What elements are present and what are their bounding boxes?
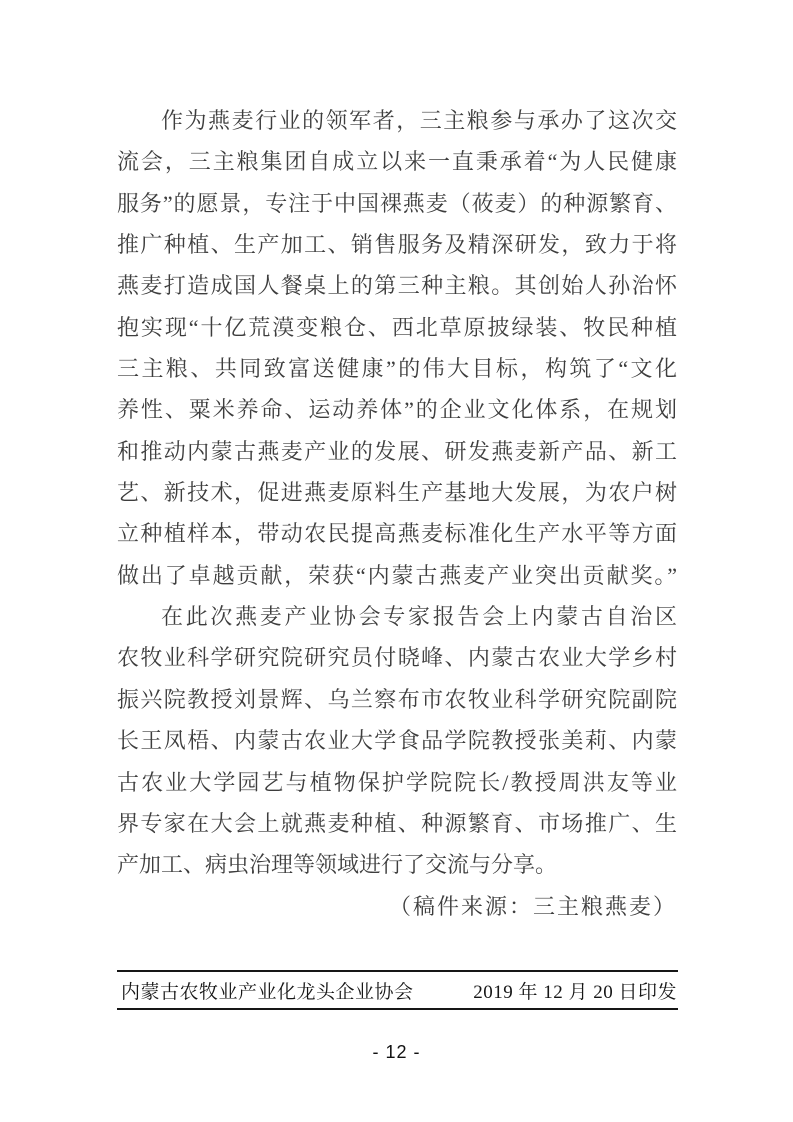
footer-issuer: 内蒙古农牧业产业化龙头企业协会 bbox=[121, 981, 414, 1003]
document-body bbox=[117, 100, 677, 927]
text-line: 燕麦打造成国人餐桌上的第三种主粮。其创始人孙治怀 bbox=[117, 273, 677, 299]
text-line: 流会，三主粮集团自成立以来一直秉承着“为人民健康 bbox=[117, 149, 677, 175]
text-line: 推广种植、生产加工、销售服务及精深研发，致力于将 bbox=[117, 232, 677, 258]
footer-print-date: 2019 年 12 月 20 日印发 bbox=[473, 981, 677, 1003]
text-line: 艺、新技术，促进燕麦原料生产基地大发展，为农户树 bbox=[117, 480, 677, 506]
paragraph-1 bbox=[117, 100, 677, 596]
text-line: 服务”的愿景，专注于中国裸燕麦（莜麦）的种源繁育、 bbox=[117, 190, 677, 216]
text-line: 振兴院教授刘景辉、乌兰察布市农牧业科学研究院副院 bbox=[117, 686, 677, 712]
text-line: 古农业大学园艺与植物保护学院院长/教授周洪友等业 bbox=[117, 769, 677, 795]
text-line: 做出了卓越贡献，荣获“内蒙古燕麦产业突出贡献奖。” bbox=[117, 562, 677, 588]
source-attribution: （稿件来源：三主粮燕麦） bbox=[388, 893, 677, 919]
text-line: 界专家在大会上就燕麦种植、种源繁育、市场推广、生 bbox=[117, 810, 677, 836]
text-line: 在此次燕麦产业协会专家报告会上内蒙古自治区 bbox=[161, 604, 677, 630]
footer-rule-block bbox=[117, 970, 678, 1010]
text-line: 立种植样本，带动农民提高燕麦标准化生产水平等方面 bbox=[117, 521, 677, 547]
text-line: 抱实现“十亿荒漠变粮仓、西北草原披绿装、牧民种植 bbox=[117, 314, 677, 340]
text-line: 养性、粟米养命、运动养体”的企业文化体系，在规划 bbox=[117, 397, 677, 423]
text-line: 长王凤梧、内蒙古农业大学食品学院教授张美莉、内蒙 bbox=[117, 728, 677, 754]
text-line: 农牧业科学研究院研究员付晓峰、内蒙古农业大学乡村 bbox=[117, 645, 677, 671]
text-line: 作为燕麦行业的领军者，三主粮参与承办了这次交 bbox=[161, 108, 677, 133]
text-line: 三主粮、共同致富送健康”的伟大目标，构筑了“文化 bbox=[117, 356, 677, 382]
text-line: 和推动内蒙古燕麦产业的发展、研发燕麦新产品、新工 bbox=[117, 438, 677, 464]
text-line: 产加工、病虫治理等领域进行了交流与分享。 bbox=[117, 852, 558, 878]
page-number: - 12 - bbox=[372, 1042, 421, 1062]
paragraph-2 bbox=[117, 596, 677, 885]
